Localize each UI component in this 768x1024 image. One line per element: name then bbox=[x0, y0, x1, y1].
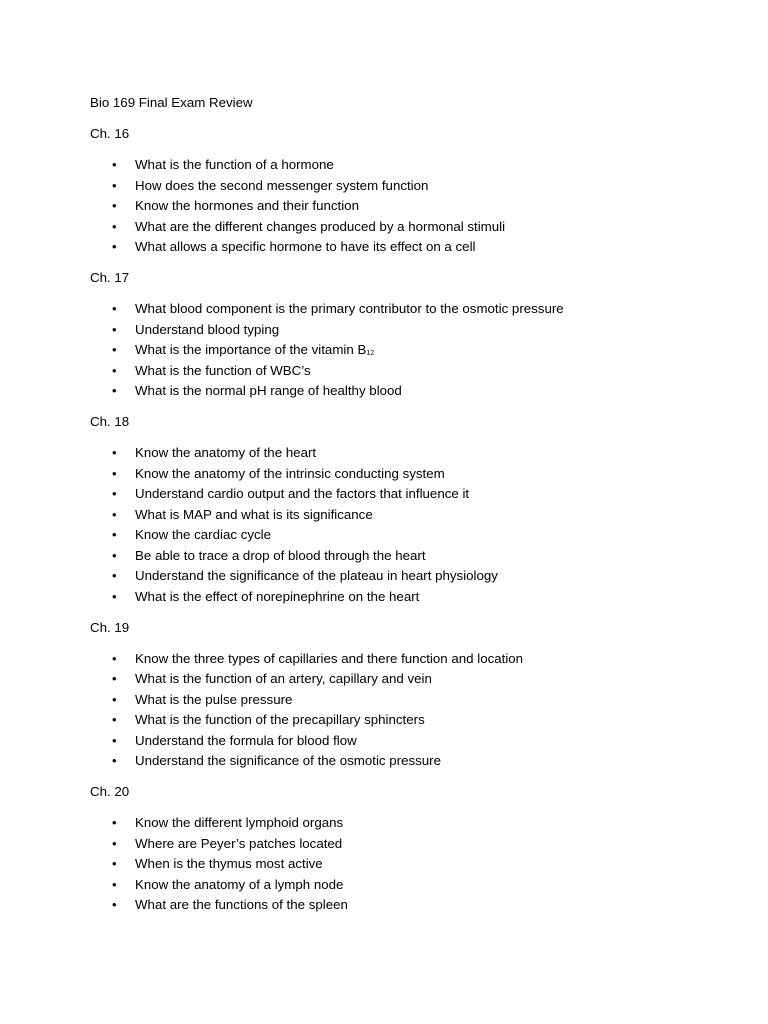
list-item bbox=[90, 587, 690, 608]
bullet-icon: • bbox=[112, 506, 117, 522]
bullet-icon: • bbox=[112, 876, 117, 892]
bullet-icon: • bbox=[112, 712, 117, 727]
list-item bbox=[90, 649, 690, 670]
section-heading: Ch. 18 bbox=[90, 414, 130, 429]
list-item-text: Where are Peyer’s patches located bbox=[135, 835, 343, 851]
list-item-text: What is the function of an artery, capillary and vein bbox=[135, 671, 432, 686]
section-heading: Ch. 20 bbox=[90, 784, 130, 799]
list-item bbox=[90, 361, 690, 382]
list-item bbox=[90, 299, 690, 320]
list-item-text: Know the anatomy of the heart bbox=[135, 445, 317, 460]
document-title: Bio 169 Final Exam Review bbox=[90, 95, 253, 110]
list-item-text: What blood component is the primary contributor to the osmotic pressure bbox=[135, 301, 564, 316]
bullet-icon: • bbox=[112, 650, 117, 666]
bullet-icon: • bbox=[112, 301, 117, 316]
list-item-text: Understand cardio output and the factors that influence it bbox=[135, 486, 470, 501]
bullet-icon: • bbox=[112, 568, 117, 583]
list-item bbox=[90, 217, 690, 238]
list-item-text: What allows a specific hormone to have its effect on a cell bbox=[135, 239, 476, 254]
list-item-text: Understand the formula for blood flow bbox=[135, 732, 357, 748]
bullet-icon: • bbox=[112, 383, 117, 398]
bullet-icon: • bbox=[112, 198, 117, 213]
list-item bbox=[90, 751, 690, 772]
bullet-icon: • bbox=[112, 815, 117, 830]
bullet-icon: • bbox=[112, 321, 117, 337]
list-item bbox=[90, 669, 690, 690]
list-item-text: Know the anatomy of a lymph node bbox=[135, 876, 344, 892]
list-item bbox=[90, 155, 690, 176]
list-item-text: Be able to trace a drop of blood through the heart bbox=[135, 547, 426, 563]
bullet-icon: • bbox=[112, 671, 117, 686]
list-item-text: What is the function of WBC’s bbox=[135, 362, 311, 378]
list-item bbox=[90, 443, 690, 464]
section-container bbox=[90, 124, 690, 916]
list-item bbox=[90, 731, 690, 752]
document-body bbox=[90, 93, 690, 926]
list-item-text: When is the thymus most active bbox=[135, 856, 323, 871]
list-item-text: Know the different lymphoid organs bbox=[135, 815, 344, 830]
section-heading: Ch. 19 bbox=[90, 619, 130, 635]
bullet-icon: • bbox=[112, 177, 117, 193]
bullet-icon: • bbox=[112, 753, 117, 768]
list-item bbox=[90, 176, 690, 197]
list-item bbox=[90, 525, 690, 546]
bullet-icon: • bbox=[112, 527, 117, 542]
bullet-icon: • bbox=[112, 486, 117, 501]
bullet-icon: • bbox=[112, 239, 117, 254]
list-item bbox=[90, 546, 690, 567]
list-item-text: Know the cardiac cycle bbox=[135, 527, 271, 542]
list-item-text: What is the importance of the vitamin B bbox=[135, 342, 367, 357]
list-item-text: Understand the significance of the osmotic pressure bbox=[135, 753, 441, 768]
list-item bbox=[90, 381, 690, 402]
list-item-text: What is MAP and what is its significance bbox=[135, 506, 373, 522]
list-item bbox=[90, 340, 690, 361]
list-item bbox=[90, 813, 690, 834]
list-item bbox=[90, 196, 690, 217]
bullet-icon: • bbox=[112, 835, 117, 851]
list-item-text: What is the normal pH range of healthy blood bbox=[135, 383, 402, 398]
bullet-list bbox=[90, 299, 690, 402]
bullet-icon: • bbox=[112, 465, 117, 481]
bullet-icon: • bbox=[112, 547, 117, 563]
bullet-icon: • bbox=[112, 218, 117, 234]
bullet-icon: • bbox=[112, 157, 117, 172]
bullet-icon: • bbox=[112, 362, 117, 378]
list-item-text: Know the anatomy of the intrinsic conducting system bbox=[135, 465, 445, 481]
list-item bbox=[90, 237, 690, 258]
bullet-icon: • bbox=[112, 445, 117, 460]
list-item-text: What is the function of a hormone bbox=[135, 157, 334, 172]
bullet-list bbox=[90, 443, 690, 607]
bullet-list bbox=[90, 813, 690, 916]
list-item-text: How does the second messenger system function bbox=[135, 177, 429, 193]
list-item bbox=[90, 895, 690, 916]
bullet-list bbox=[90, 649, 690, 772]
list-item-text: Know the three types of capillaries and there function and location bbox=[135, 650, 524, 666]
list-item-text: Understand blood typing bbox=[135, 321, 280, 337]
list-item-text: What are the functions of the spleen bbox=[135, 897, 348, 912]
bullet-icon: • bbox=[112, 691, 117, 707]
list-item bbox=[90, 464, 690, 485]
bullet-icon: • bbox=[112, 732, 117, 748]
section-heading: Ch. 17 bbox=[90, 270, 130, 285]
bullet-icon: • bbox=[112, 897, 117, 912]
bullet-icon: • bbox=[112, 588, 117, 604]
list-item-text: What is the pulse pressure bbox=[135, 691, 293, 707]
bullet-icon: • bbox=[112, 856, 117, 871]
list-item-text: Understand the significance of the plateau in heart physiology bbox=[135, 568, 498, 583]
list-item bbox=[90, 484, 690, 505]
list-item bbox=[90, 320, 690, 341]
bullet-list bbox=[90, 155, 690, 258]
list-item bbox=[90, 834, 690, 855]
list-item bbox=[90, 854, 690, 875]
bullet-icon: • bbox=[112, 342, 117, 357]
section-heading: Ch. 16 bbox=[90, 126, 130, 141]
subscript-text: 12 bbox=[366, 350, 375, 357]
list-item bbox=[90, 710, 690, 731]
list-item-text: What is the effect of norepinephrine on the heart bbox=[135, 588, 420, 604]
list-item-text: Know the hormones and their function bbox=[135, 198, 359, 213]
list-item bbox=[90, 690, 690, 711]
list-item bbox=[90, 875, 690, 896]
list-item bbox=[90, 566, 690, 587]
list-item-text: What are the different changes produced by a hormonal stimuli bbox=[135, 218, 506, 234]
list-item-text: What is the function of the precapillary sphincters bbox=[135, 712, 425, 727]
list-item bbox=[90, 505, 690, 526]
